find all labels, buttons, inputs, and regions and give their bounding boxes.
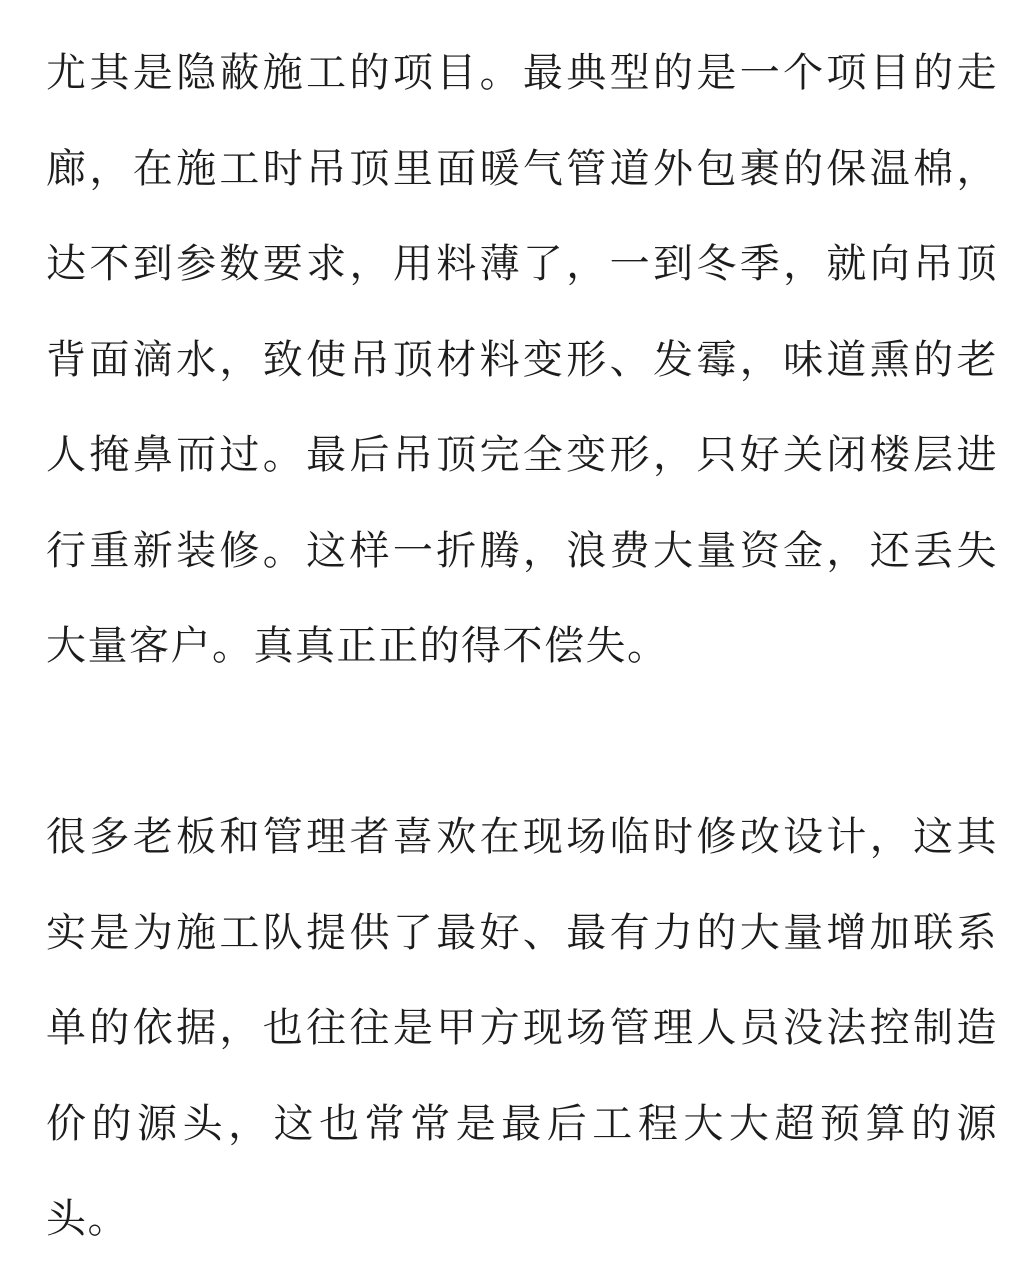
paragraph-concealed-construction: 尤其是隐蔽施工的项目。最典型的是一个项目的走廊，在施工时吊顶里面暖气管道外包裹的保温棉，达不到参数要求，用料薄了，一到冬季，就向吊顶背面滴水，致使吊顶材料变形、发霉，味道熏的老人掩鼻而过。最后吊顶完全变形，只好关闭楼层进行重新装修。这样一折腾，浪费大量资金，还丢失大量客户。真真正正的得不偿失。	[46, 50, 998, 669]
paragraph-spacer	[46, 695, 998, 791]
article-body	[46, 26, 998, 1268]
paragraph-design-changes: 很多老板和管理者喜欢在现场临时修改设计，这其实是为施工队提供了最好、最有力的大量增加联系单的依据，也往往是甲方现场管理人员没法控制造价的源头，这也常常是最后工程大大超预算的源头。	[46, 814, 998, 1242]
